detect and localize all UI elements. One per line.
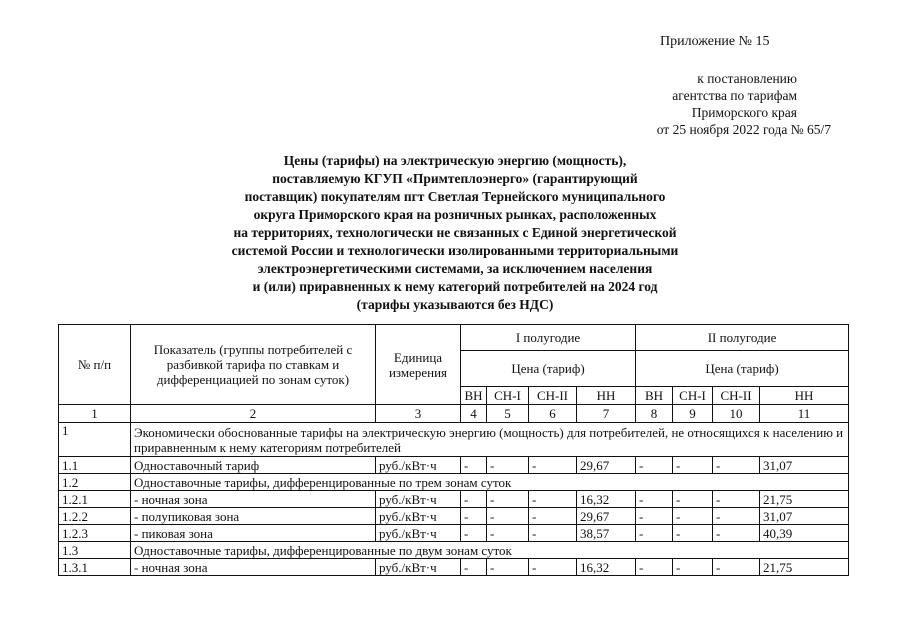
row-unit: руб./кВт·ч (376, 559, 461, 576)
table-row (59, 423, 849, 457)
row-value: - (529, 508, 577, 525)
column-number: 1 (59, 405, 131, 423)
row-value: 21,75 (760, 559, 849, 576)
row-value: - (461, 525, 487, 542)
row-value: - (636, 525, 673, 542)
header-level: СН-I (487, 387, 529, 405)
title-line: системой России и технологически изолированными территориальными (231, 243, 679, 258)
column-number: 2 (131, 405, 376, 423)
decree-line: от 25 ноября 2022 года № 65/7 (656, 122, 831, 137)
row-num: 1.2 (59, 474, 131, 491)
row-num: 1.3.1 (59, 559, 131, 576)
row-value: - (636, 457, 673, 474)
header-level: НН (760, 387, 849, 405)
column-number: 8 (636, 405, 673, 423)
row-value: - (461, 457, 487, 474)
header-unit: Единица измерения (376, 325, 461, 405)
row-value: - (487, 508, 529, 525)
row-value: 29,67 (577, 457, 636, 474)
title-line: на территориях, технологически не связанных с Единой энергетической (233, 225, 677, 240)
column-number: 3 (376, 405, 461, 423)
row-value: 21,75 (760, 491, 849, 508)
column-number: 11 (760, 405, 849, 423)
column-number: 4 (461, 405, 487, 423)
row-name: - ночная зона (131, 559, 376, 576)
row-value: 29,67 (577, 508, 636, 525)
title-line: поставщик) покупателям пгт Светлая Тернейского муниципального (244, 189, 666, 204)
row-value: - (713, 491, 760, 508)
row-unit: руб./кВт·ч (376, 508, 461, 525)
row-name: - ночная зона (131, 491, 376, 508)
title-line: (тарифы указываются без НДС) (356, 297, 554, 312)
header-level: СН-II (713, 387, 760, 405)
row-value: - (713, 508, 760, 525)
row-value: 40,39 (760, 525, 849, 542)
row-num: 1.2.3 (59, 525, 131, 542)
header-level: ВН (636, 387, 673, 405)
header-price-2: Цена (тариф) (636, 351, 849, 387)
row-value: - (636, 491, 673, 508)
title-line: электроэнергетическими системами, за исключением населения (257, 261, 653, 276)
section-heading: Одноставочные тарифы, дифференцированные по двум зонам суток (131, 542, 849, 559)
row-value: - (529, 559, 577, 576)
table-row (59, 508, 849, 525)
header-indicator: Показатель (группы потребителей с разбивкой тарифа по ставкам и дифференциацией по зонам суток) (131, 325, 376, 405)
decree-line: Приморского края (691, 105, 797, 120)
title-line: и (или) приравненных к нему категорий потребителей на 2024 год (252, 279, 658, 294)
tariff-table (58, 324, 849, 576)
header-half-1: I полугодие (461, 325, 636, 351)
row-value: - (673, 457, 713, 474)
row-name: Одноставочный тариф (131, 457, 376, 474)
appendix-label: Приложение № 15 (660, 34, 770, 49)
row-value: - (487, 559, 529, 576)
row-num: 1.3 (59, 542, 131, 559)
table-row (59, 559, 849, 576)
row-value: - (461, 508, 487, 525)
row-name: - пиковая зона (131, 525, 376, 542)
header-price-1: Цена (тариф) (461, 351, 636, 387)
row-value: 38,57 (577, 525, 636, 542)
header-level: СН-I (673, 387, 713, 405)
row-value: 16,32 (577, 491, 636, 508)
row-value: - (487, 491, 529, 508)
table-row (59, 491, 849, 508)
row-num: 1.2.2 (59, 508, 131, 525)
row-num: 1.1 (59, 457, 131, 474)
row-unit: руб./кВт·ч (376, 525, 461, 542)
row-unit: руб./кВт·ч (376, 491, 461, 508)
header-level: ВН (461, 387, 487, 405)
table-row (59, 542, 849, 559)
decree-reference (577, 70, 837, 138)
table-row (59, 525, 849, 542)
row-value: - (713, 525, 760, 542)
row-value: - (461, 491, 487, 508)
row-value: - (713, 559, 760, 576)
section-heading: Экономически обоснованные тарифы на электрическую энергию (мощность) для потребителей, не относящихся к населению и приравненным к нему категориям потребителей (131, 423, 849, 457)
row-value: - (487, 525, 529, 542)
decree-line: агентства по тарифам (672, 88, 797, 103)
row-value: - (713, 457, 760, 474)
row-value: 31,07 (760, 508, 849, 525)
row-num: 1.2.1 (59, 491, 131, 508)
column-number: 10 (713, 405, 760, 423)
header-level: СН-II (529, 387, 577, 405)
table-row (59, 474, 849, 491)
header-num: № п/п (59, 325, 131, 405)
row-value: - (487, 457, 529, 474)
row-unit: руб./кВт·ч (376, 457, 461, 474)
row-value: - (529, 525, 577, 542)
row-value: - (673, 508, 713, 525)
row-value: - (529, 491, 577, 508)
row-value: - (673, 491, 713, 508)
document-title (190, 152, 720, 314)
row-value: - (673, 559, 713, 576)
decree-line: к постановлению (697, 71, 797, 86)
row-value: 16,32 (577, 559, 636, 576)
row-value: 31,07 (760, 457, 849, 474)
column-number: 5 (487, 405, 529, 423)
header-half-2: II полугодие (636, 325, 849, 351)
column-number: 7 (577, 405, 636, 423)
column-number: 6 (529, 405, 577, 423)
header-level: НН (577, 387, 636, 405)
section-heading: Одноставочные тарифы, дифференцированные по трем зонам суток (131, 474, 849, 491)
row-name: - полупиковая зона (131, 508, 376, 525)
title-line: поставляемую КГУП «Примтеплоэнерго» (гарантирующий (272, 171, 638, 186)
row-value: - (636, 508, 673, 525)
title-line: Цены (тарифы) на электрическую энергию (мощность), (283, 153, 627, 168)
row-value: - (673, 525, 713, 542)
row-value: - (636, 559, 673, 576)
row-value: - (529, 457, 577, 474)
table-row (59, 457, 849, 474)
row-num: 1 (59, 423, 131, 457)
row-value: - (461, 559, 487, 576)
title-line: округа Приморского края на розничных рынках, расположенных (253, 207, 657, 222)
column-number: 9 (673, 405, 713, 423)
